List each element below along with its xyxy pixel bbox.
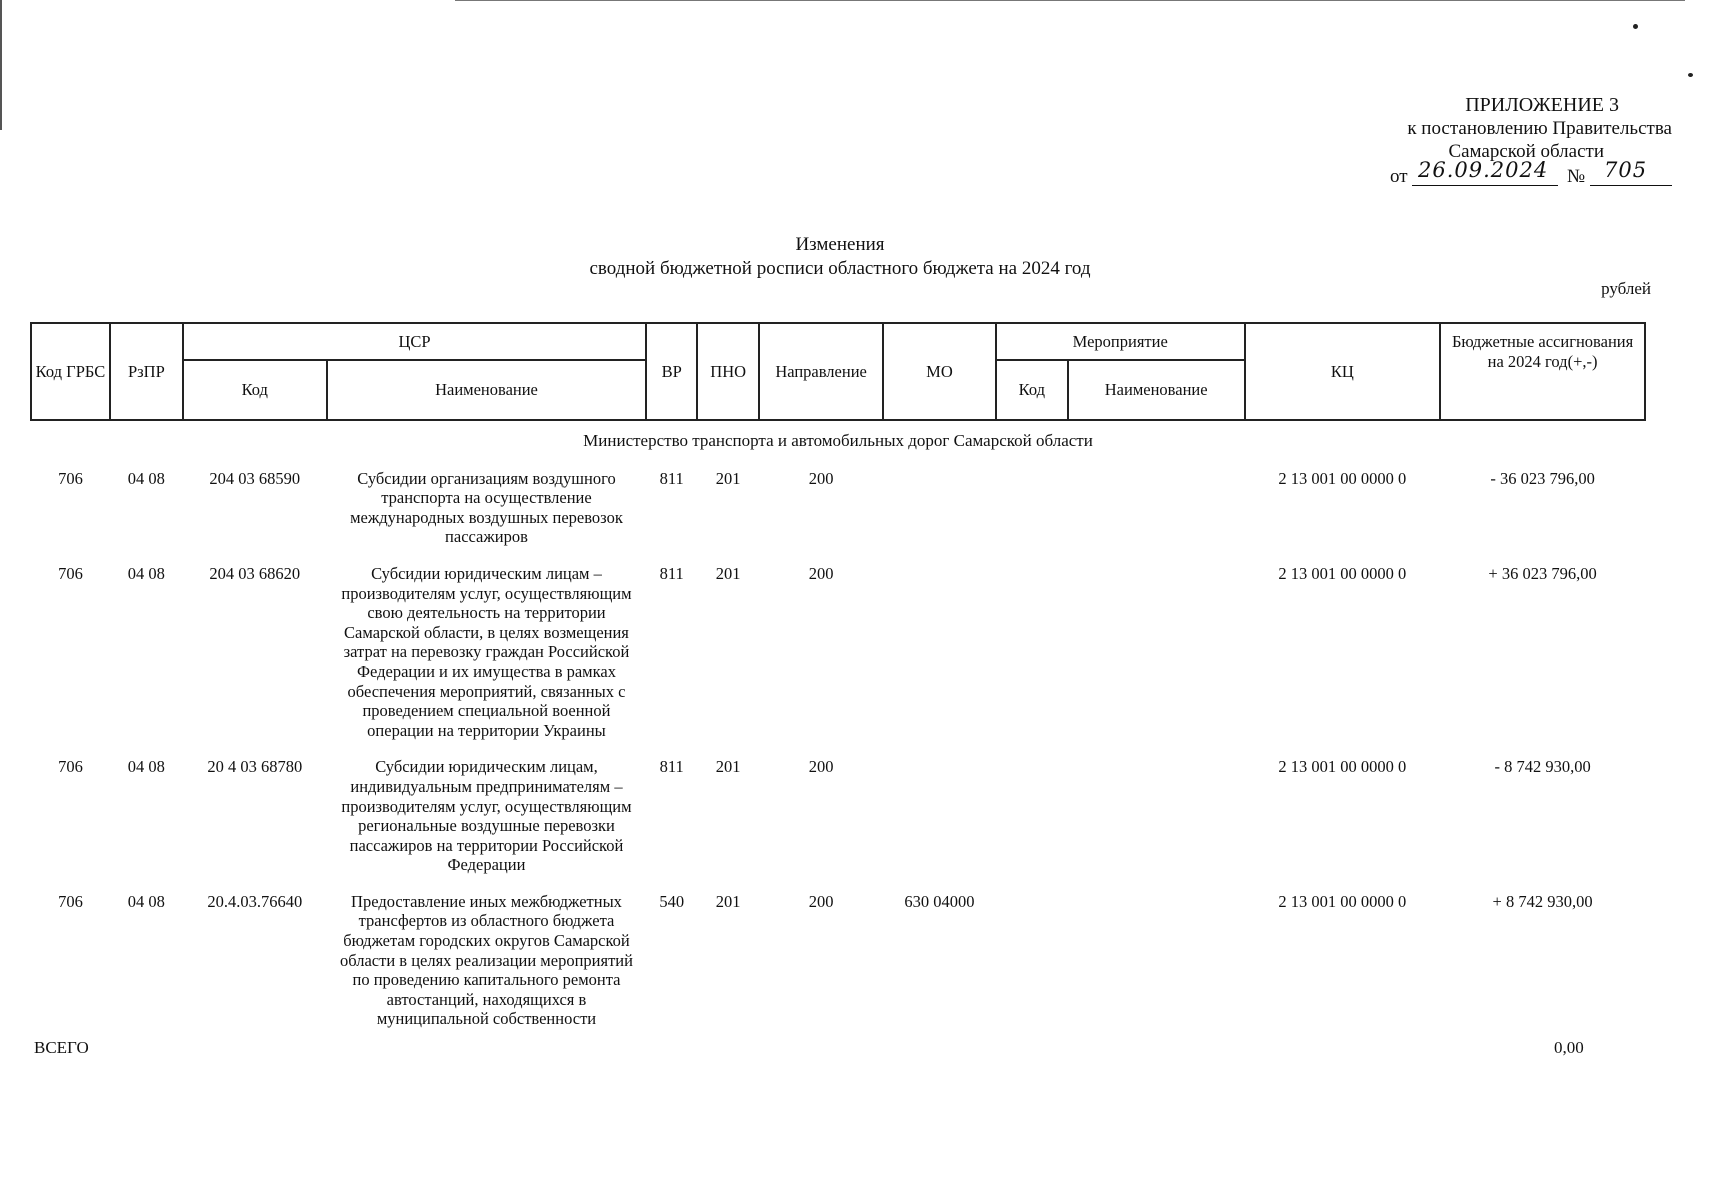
- cell-amount: - 36 023 796,00: [1490, 468, 1595, 488]
- cell-grbs: 706: [58, 468, 83, 488]
- appendix-block: [1390, 94, 1672, 189]
- table-body: [31, 420, 1645, 1046]
- cell-measure-name: [1068, 469, 1245, 564]
- header-vr: ВР: [646, 323, 697, 420]
- cell-measure-name: [1068, 892, 1245, 1046]
- cell-vr: 811: [659, 563, 684, 583]
- cell-vr: 811: [659, 468, 684, 488]
- cell-amount: - 8 742 930,00: [1494, 757, 1591, 777]
- header-pno: ПНО: [697, 323, 759, 420]
- cell-direction: 200: [808, 563, 834, 583]
- cell-csr-name: Субсидии юридическим лицам – производителям услуг, осуществляющим свою деятельность на территории Самарской области, в целях возмещения затрат на перевозку граждан Российской Федерации и их имущества в рамках обеспечения мероприятий, связанных с проведением специальной военной операции на территории Украины: [341, 563, 632, 740]
- cell-vr: 811: [659, 757, 684, 777]
- cell-pno: 201: [715, 563, 741, 583]
- units-label: рублей: [1601, 279, 1651, 298]
- cell-direction: 200: [808, 757, 834, 777]
- header-rzpr: РзПР: [110, 323, 183, 420]
- appendix-reference: к постановлению Правительства: [1407, 118, 1672, 139]
- table-row: [31, 564, 1645, 757]
- cell-grbs: 706: [58, 563, 83, 583]
- total-value: 0,00: [1554, 1038, 1584, 1057]
- header-csr: ЦСР: [183, 323, 646, 360]
- number-field: [1590, 158, 1672, 186]
- cell-amount: + 36 023 796,00: [1488, 563, 1597, 583]
- cell-csr-name: Субсидии юридическим лицам, индивидуальным предпринимателям – производителям услуг, осуществляющим региональные воздушные перевозки пассажиров на территории Российской Федерации: [341, 757, 632, 875]
- header-csr-name: Наименование: [327, 360, 647, 420]
- cell-rzpr: 04 08: [127, 563, 165, 583]
- cell-measure-code: [996, 469, 1068, 564]
- cell-kc: 2 13 001 00 0000 0: [1278, 563, 1407, 583]
- cell-amount: + 8 742 930,00: [1492, 891, 1593, 911]
- cell-pno: 201: [715, 891, 741, 911]
- document-title-line1: Изменения: [795, 234, 885, 255]
- cell-grbs: 706: [58, 891, 83, 911]
- cell-measure-code: [996, 892, 1068, 1046]
- table-header: [31, 323, 1645, 420]
- cell-rzpr: 04 08: [127, 757, 165, 777]
- header-grbs: Код ГРБС: [31, 323, 110, 420]
- header-measure: Мероприятие: [996, 323, 1245, 360]
- scan-edge-top: [455, 0, 1685, 1]
- cell-measure-name: [1068, 564, 1245, 757]
- cell-csr-name: Субсидии организациям воздушного транспорта на осуществление международных воздушных перевозок пассажиров: [350, 468, 623, 547]
- scan-speck: [1633, 24, 1638, 29]
- header-appropriations: Бюджетные ассигнования на 2024 год(+,-): [1440, 323, 1645, 420]
- header-kc: КЦ: [1245, 323, 1441, 420]
- scan-edge-left: [0, 0, 2, 130]
- handwritten-date: 26.09.2024: [1418, 158, 1549, 182]
- appendix-region: Самарской области: [1448, 141, 1604, 162]
- date-prefix: от: [1390, 166, 1408, 187]
- header-measure-name: Наименование: [1068, 360, 1245, 420]
- date-field: [1412, 158, 1558, 186]
- cell-grbs: 706: [58, 757, 83, 777]
- cell-direction: 200: [808, 468, 834, 488]
- scan-speck: [1688, 73, 1693, 77]
- header-mo: МО: [883, 323, 996, 420]
- appendix-date-line: [1390, 158, 1672, 189]
- number-prefix: №: [1567, 166, 1586, 187]
- appendix-title: ПРИЛОЖЕНИЕ 3: [1465, 94, 1619, 116]
- budget-table: [30, 322, 1646, 1046]
- cell-csr-code: 204 03 68620: [209, 563, 301, 583]
- document-title: [0, 233, 1680, 281]
- header-direction: Направление: [759, 323, 883, 420]
- cell-kc: 2 13 001 00 0000 0: [1278, 891, 1407, 911]
- cell-pno: 201: [715, 468, 741, 488]
- cell-csr-code: 20 4 03 68780: [207, 757, 303, 777]
- cell-mo: [883, 757, 996, 892]
- cell-rzpr: 04 08: [127, 468, 165, 488]
- table-row: [31, 757, 1645, 892]
- cell-mo: [883, 469, 996, 564]
- cell-direction: 200: [808, 891, 834, 911]
- cell-kc: 2 13 001 00 0000 0: [1278, 468, 1407, 488]
- table-row: [31, 469, 1645, 564]
- cell-csr-name: Предоставление иных межбюджетных трансфертов из областного бюджета бюджетам городских округов Самарской области в целях реализации мероприятий по проведению капитального ремонта автостанций, находящихся в муниципальной собственности: [340, 891, 633, 1029]
- cell-mo: 630 04000: [904, 891, 975, 911]
- header-measure-code: Код: [996, 360, 1068, 420]
- cell-csr-code: 20.4.03.76640: [207, 891, 303, 911]
- cell-measure-code: [996, 564, 1068, 757]
- cell-pno: 201: [715, 757, 741, 777]
- cell-mo: [883, 564, 996, 757]
- ministry-name: Министерство транспорта и автомобильных дорог Самарской области: [583, 431, 1093, 450]
- cell-rzpr: 04 08: [127, 891, 165, 911]
- cell-measure-code: [996, 757, 1068, 892]
- table-row: [31, 892, 1645, 1046]
- cell-measure-name: [1068, 757, 1245, 892]
- total-label: ВСЕГО: [34, 1038, 89, 1057]
- handwritten-number: 705: [1604, 158, 1648, 182]
- cell-kc: 2 13 001 00 0000 0: [1278, 757, 1407, 777]
- cell-vr: 540: [659, 891, 685, 911]
- document-title-line2: сводной бюджетной росписи областного бюджета на 2024 год: [589, 258, 1091, 279]
- cell-csr-code: 204 03 68590: [209, 468, 301, 488]
- header-csr-code: Код: [183, 360, 327, 420]
- ministry-row: [31, 420, 1645, 469]
